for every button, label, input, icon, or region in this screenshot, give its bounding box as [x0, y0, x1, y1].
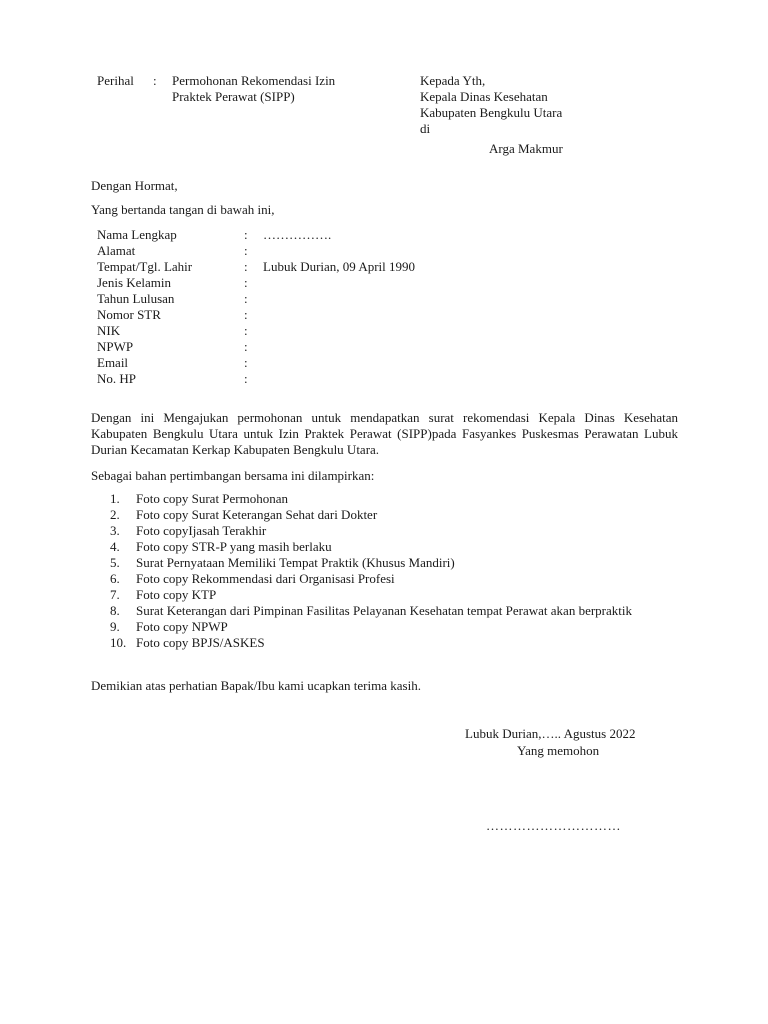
field-colon: :: [244, 371, 248, 386]
field-colon: :: [244, 259, 248, 274]
recipient-line-4: di: [420, 121, 431, 136]
list-number: 5.: [110, 555, 120, 570]
field-row-birth: [97, 259, 497, 275]
list-number: 2.: [110, 507, 120, 522]
identity-fields: [97, 227, 497, 387]
list-number: 4.: [110, 539, 120, 554]
field-label: Nomor STR: [97, 307, 161, 322]
list-text: Foto copy KTP: [136, 587, 217, 602]
recipient-line-2: Kepala Dinas Kesehatan: [420, 89, 548, 104]
list-text: Foto copy Rekommendasi dari Organisasi Profesi: [136, 571, 395, 586]
field-colon: :: [244, 355, 248, 370]
list-number: 3.: [110, 523, 120, 538]
field-colon: :: [244, 243, 248, 258]
attachments-intro: Sebagai bahan pertimbangan bersama ini dilampirkan:: [91, 468, 375, 483]
field-label: Tempat/Tgl. Lahir: [97, 259, 193, 274]
list-text: Foto copyIjasah Terakhir: [136, 523, 267, 538]
list-item: [110, 587, 678, 603]
list-number: 1.: [110, 491, 120, 506]
list-text: Surat Pernyataan Memiliki Tempat Praktik (Khusus Mandiri): [136, 555, 455, 570]
field-label: NIK: [97, 323, 121, 338]
list-item: [110, 555, 678, 571]
list-number: 6.: [110, 571, 120, 586]
signature-name-line: …………………………: [486, 818, 621, 833]
list-text: Foto copy Surat Keterangan Sehat dari Dokter: [136, 507, 378, 522]
field-colon: :: [244, 339, 248, 354]
recipient-line-1: Kepada Yth,: [420, 73, 486, 88]
subject-label: Perihal: [97, 73, 134, 88]
field-row-name: [97, 227, 497, 243]
field-row-address: [97, 243, 497, 259]
field-colon: :: [244, 323, 248, 338]
field-row-npwp: [97, 339, 497, 355]
subject-text: Permohonan Rekomendasi Izin Praktek Perawat (SIPP): [172, 73, 336, 104]
list-text: Foto copy NPWP: [136, 619, 228, 634]
signature-role: Yang memohon: [517, 743, 600, 758]
field-label: Tahun Lulusan: [97, 291, 175, 306]
field-colon: :: [244, 307, 248, 322]
list-text: Foto copy STR-P yang masih berlaku: [136, 539, 332, 554]
intro-text: Yang bertanda tangan di bawah ini,: [91, 202, 275, 217]
list-item: [110, 507, 678, 523]
list-number: 7.: [110, 587, 120, 602]
list-number: 8.: [110, 603, 120, 618]
closing-text: Demikian atas perhatian Bapak/Ibu kami ucapkan terima kasih.: [91, 678, 421, 693]
list-item: [110, 523, 678, 539]
request-paragraph: Dengan ini Mengajukan permohonan untuk mendapatkan surat rekomendasi Kepala Dinas Kesehatan Kabupaten Bengkulu Utara untuk Izin Praktek Perawat (SIPP)pada Fasyankes Puskesmas Perawatan Lubuk Durian Kecamatan Kerkap Kabupaten Bengkulu Utara.: [91, 410, 678, 457]
field-colon: :: [244, 291, 248, 306]
list-item: [110, 603, 678, 619]
field-label: Jenis Kelamin: [97, 275, 172, 290]
list-text: Foto copy Surat Permohonan: [136, 491, 289, 506]
field-value: …………….: [263, 227, 332, 242]
subject-colon: :: [153, 73, 157, 88]
field-value: Lubuk Durian, 09 April 1990: [263, 259, 416, 274]
recipient-line-3: Kabupaten Bengkulu Utara: [420, 105, 563, 120]
list-item: [110, 619, 678, 635]
list-number: 10.: [110, 635, 127, 650]
recipient-block: [420, 73, 620, 157]
list-text: Surat Keterangan dari Pimpinan Fasilitas Pelayanan Kesehatan tempat Perawat akan berpraktik: [136, 603, 632, 618]
field-label: Email: [97, 355, 129, 370]
list-item: [110, 635, 678, 651]
field-row-nik: [97, 323, 497, 339]
field-row-str: [97, 307, 497, 323]
list-item: [110, 539, 678, 555]
list-item: [110, 491, 678, 507]
field-row-email: [97, 355, 497, 371]
field-label: Alamat: [97, 243, 136, 258]
greeting: Dengan Hormat,: [91, 178, 178, 193]
field-label: Nama Lengkap: [97, 227, 177, 242]
field-colon: :: [244, 227, 248, 242]
field-label: No. HP: [97, 371, 137, 386]
field-label: NPWP: [97, 339, 134, 354]
list-item: [110, 571, 678, 587]
list-text: Foto copy BPJS/ASKES: [136, 635, 265, 650]
field-row-graduation: [97, 291, 497, 307]
signature-place-date: Lubuk Durian,….. Agustus 2022: [465, 726, 636, 741]
recipient-city: Arga Makmur: [489, 141, 563, 156]
field-row-gender: [97, 275, 497, 291]
attachments-list: [110, 491, 678, 651]
field-colon: :: [244, 275, 248, 290]
list-number: 9.: [110, 619, 120, 634]
field-row-phone: [97, 371, 497, 387]
